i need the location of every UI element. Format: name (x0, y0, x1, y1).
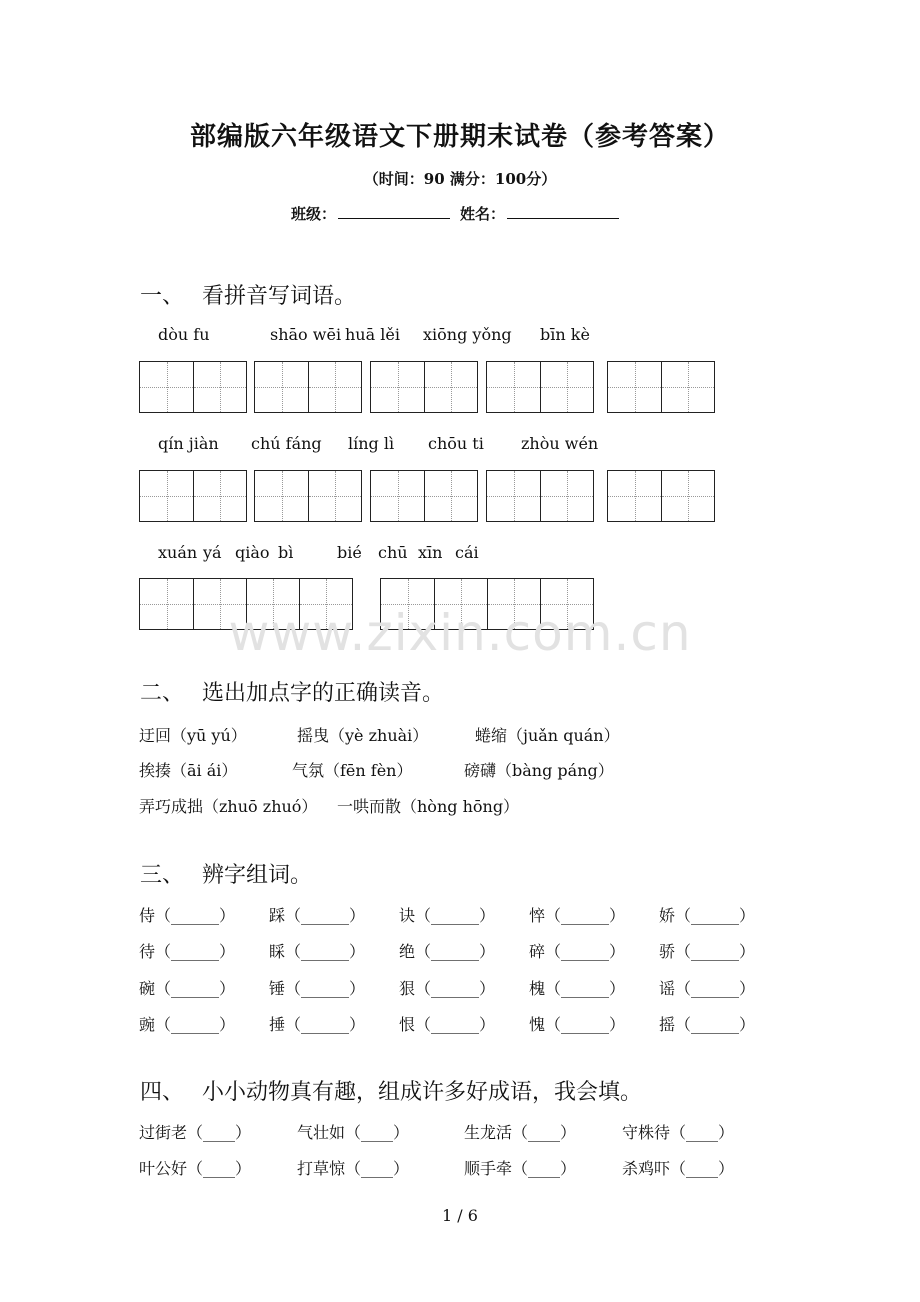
pinyin-label: qiào (235, 543, 270, 562)
class-blank[interactable] (338, 204, 450, 219)
writing-cell[interactable] (140, 362, 193, 412)
word-blank[interactable]: 摇（______） (659, 1015, 756, 1034)
class-label: 班级： (290, 205, 336, 223)
watermark: www.zixin.com.cn (228, 604, 692, 662)
word-blank[interactable]: 诀（______） (399, 906, 496, 925)
word-blank[interactable]: 侍（______） (139, 906, 236, 925)
word-blank[interactable]: 槐（______） (529, 979, 626, 998)
writing-cell[interactable] (661, 471, 714, 521)
pinyin-label: chú fáng (251, 434, 322, 453)
word-blank[interactable]: 悴（______） (529, 906, 626, 925)
pinyin-label: chū (378, 543, 408, 562)
word-blank[interactable]: 愧（______） (529, 1015, 626, 1034)
reading-item[interactable]: 挨揍（āi ái） (139, 761, 238, 780)
writing-cell[interactable] (371, 362, 424, 412)
writing-cell[interactable] (487, 471, 540, 521)
word-blank[interactable]: 谣（______） (659, 979, 756, 998)
student-info (0, 203, 920, 224)
page-number: 1 / 6 (442, 1206, 478, 1225)
writing-cell[interactable] (371, 471, 424, 521)
section-title: 看拼音写词语。 (202, 284, 357, 309)
word-blank[interactable]: 狠（______） (399, 979, 496, 998)
writing-box-group[interactable] (139, 470, 247, 522)
word-blank[interactable]: 碎（______） (529, 942, 626, 961)
section-1-heading (140, 279, 356, 310)
exam-subtitle: （时间：90 满分：100分） (363, 170, 557, 188)
section-title: 小小动物真有趣，组成许多好成语，我会填。 (202, 1080, 643, 1105)
pinyin-label: bì (278, 543, 294, 562)
writing-cell[interactable] (193, 362, 246, 412)
idiom-blank[interactable]: 气壮如（____） (297, 1123, 410, 1142)
section-3-heading (140, 858, 312, 889)
reading-item[interactable]: 弄巧成拙（zhuō zhuó） (139, 797, 318, 816)
writing-cell[interactable] (487, 362, 540, 412)
pinyin-label: xuán (158, 543, 198, 562)
idiom-blank[interactable]: 守株待（____） (622, 1123, 735, 1142)
writing-box-group[interactable] (486, 361, 594, 413)
writing-cell[interactable] (608, 362, 661, 412)
writing-cell[interactable] (424, 362, 477, 412)
writing-cell[interactable] (255, 471, 308, 521)
writing-box-group[interactable] (607, 470, 715, 522)
word-blank[interactable]: 娇（______） (659, 906, 756, 925)
pinyin-label: huā lěi (345, 325, 400, 344)
word-blank[interactable]: 睬（______） (269, 942, 366, 961)
writing-cell[interactable] (255, 362, 308, 412)
idiom-blank[interactable]: 过街老（____） (139, 1123, 252, 1142)
writing-cell[interactable] (140, 471, 193, 521)
section-number: 三、 (140, 863, 185, 888)
pinyin-label: bīn kè (540, 325, 590, 344)
page-title: 部编版六年级语文下册期末试卷（参考答案） (189, 122, 730, 152)
reading-item[interactable]: 迂回（yū yú） (139, 726, 247, 745)
reading-item[interactable]: 气氛（fēn fèn） (292, 761, 413, 780)
writing-box-group[interactable] (370, 361, 478, 413)
pinyin-label: dòu fu (158, 325, 210, 344)
reading-item[interactable]: 一哄而散（hòng hōng） (337, 797, 520, 816)
section-number: 四、 (140, 1080, 185, 1105)
word-blank[interactable]: 捶（______） (269, 1015, 366, 1034)
idiom-blank[interactable]: 顺手牵（____） (464, 1159, 577, 1178)
writing-box-group[interactable] (607, 361, 715, 413)
section-title: 选出加点字的正确读音。 (202, 681, 445, 706)
reading-item[interactable]: 磅礴（bàng páng） (464, 761, 614, 780)
name-blank[interactable] (507, 204, 619, 219)
section-number: 一、 (140, 284, 185, 309)
pinyin-label: yá (203, 543, 222, 562)
pinyin-label: qín jiàn (158, 434, 219, 453)
writing-cell[interactable] (308, 471, 361, 521)
writing-cell[interactable] (540, 471, 593, 521)
pinyin-label: chōu ti (428, 434, 484, 453)
section-title: 辨字组词。 (202, 863, 313, 888)
section-2-heading (140, 676, 444, 707)
idiom-blank[interactable]: 生龙活（____） (464, 1123, 577, 1142)
word-blank[interactable]: 绝（______） (399, 942, 496, 961)
name-label: 姓名： (460, 205, 506, 223)
idiom-blank[interactable]: 叶公好（____） (139, 1159, 252, 1178)
writing-box-group[interactable] (370, 470, 478, 522)
word-blank[interactable]: 恨（______） (399, 1015, 496, 1034)
word-blank[interactable]: 踩（______） (269, 906, 366, 925)
word-blank[interactable]: 锤（______） (269, 979, 366, 998)
writing-box-group[interactable] (139, 361, 247, 413)
writing-box-group[interactable] (254, 470, 362, 522)
word-blank[interactable]: 待（______） (139, 942, 236, 961)
writing-cell[interactable] (540, 362, 593, 412)
pinyin-label: zhòu wén (521, 434, 599, 453)
pinyin-label: cái (455, 543, 479, 562)
reading-item[interactable]: 摇曳（yè zhuài） (297, 726, 429, 745)
pinyin-label: líng lì (348, 434, 395, 453)
reading-item[interactable]: 蜷缩（juǎn quán） (475, 726, 620, 745)
writing-cell[interactable] (424, 471, 477, 521)
writing-cell[interactable] (608, 471, 661, 521)
writing-box-group[interactable] (254, 361, 362, 413)
section-4-heading (140, 1075, 642, 1106)
pinyin-label: shāo wēi (270, 325, 342, 344)
writing-cell[interactable] (193, 471, 246, 521)
pinyin-label: bié (337, 543, 362, 562)
word-blank[interactable]: 豌（______） (139, 1015, 236, 1034)
word-blank[interactable]: 碗（______） (139, 979, 236, 998)
word-blank[interactable]: 骄（______） (659, 942, 756, 961)
pinyin-label: xiōng yǒng (423, 325, 512, 344)
pinyin-label: xīn (418, 543, 443, 562)
section-number: 二、 (140, 681, 185, 706)
writing-cell[interactable] (661, 362, 714, 412)
idiom-blank[interactable]: 杀鸡吓（____） (622, 1159, 735, 1178)
writing-box-group[interactable] (486, 470, 594, 522)
writing-cell[interactable] (308, 362, 361, 412)
idiom-blank[interactable]: 打草惊（____） (297, 1159, 410, 1178)
